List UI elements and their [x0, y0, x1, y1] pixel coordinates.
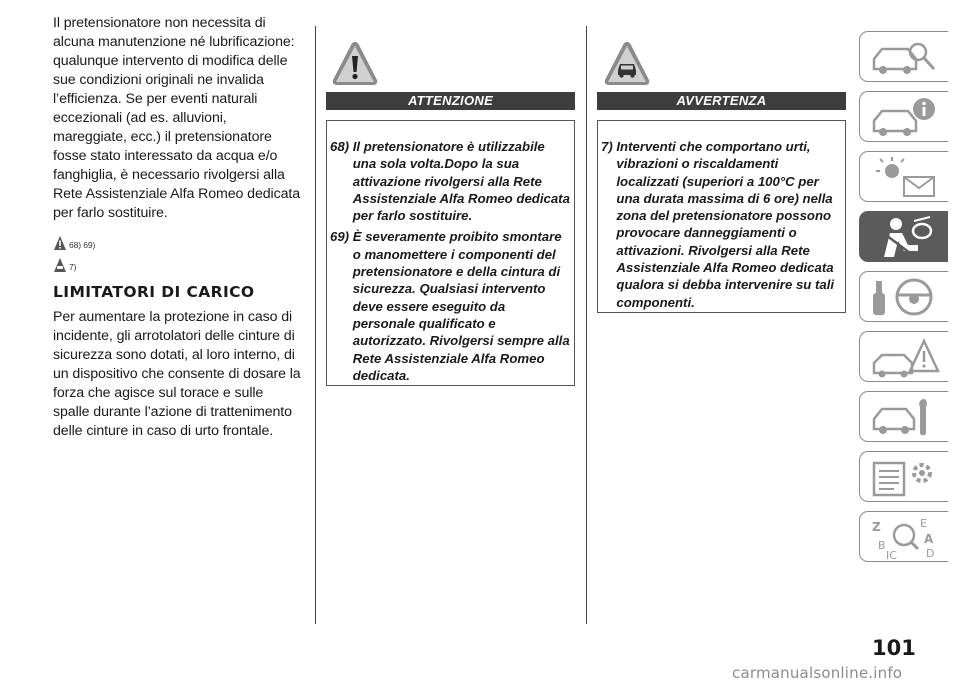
alphabetical-index-icon: [868, 515, 940, 559]
section-heading: LIMITATORI DI CARICO: [53, 283, 255, 301]
warning-triangle-small-icon: [53, 235, 67, 251]
attention-item-number: 68): [330, 139, 353, 154]
key-steering-wheel-icon: [868, 275, 940, 319]
attention-box: [326, 120, 575, 386]
svg-text:IC: IC: [886, 549, 897, 559]
caution-reference-number[interactable]: 7): [69, 262, 77, 272]
caution-box: [597, 120, 846, 313]
tab-warning-lights[interactable]: [859, 151, 948, 202]
car-search-icon: [868, 35, 940, 79]
svg-text:B: B: [878, 539, 886, 552]
seat-belt-airbag-icon: [868, 215, 940, 259]
svg-text:A: A: [924, 532, 934, 546]
load-limiter-paragraph: Per aumentare la protezione in caso di incidente, gli arrotolatori delle cinture di sicurezza sono dotati, al loro interno, di un dispositivo che consente di dosare la forza che agisce sul torace e sulle spalle durante l’azione di trattenimento delle cinture in caso di urto frontale.: [53, 309, 301, 439]
car-wrench-icon: [868, 395, 940, 439]
column-divider: [315, 26, 316, 624]
tab-index[interactable]: [859, 511, 948, 562]
car-info-icon: [868, 95, 940, 139]
svg-text:D: D: [926, 547, 935, 559]
references: [53, 229, 303, 273]
warning-lights-icon: [868, 155, 940, 199]
technical-data-icon: [868, 455, 940, 499]
attention-item: [330, 138, 570, 224]
tab-car-info[interactable]: [859, 91, 948, 142]
tab-safety[interactable]: [859, 211, 948, 262]
left-column: [53, 14, 303, 441]
road-warning-icon: [868, 335, 940, 379]
tab-car-search[interactable]: [859, 31, 948, 82]
tab-technical-data[interactable]: [859, 451, 948, 502]
warning-reference: [53, 229, 303, 251]
caution-title-band: AVVERTENZA: [597, 92, 846, 110]
caution-reference: [53, 251, 303, 273]
attention-title-band: ATTENZIONE: [326, 92, 575, 110]
attention-item: [330, 228, 570, 384]
caution-item-text: Interventi che comportano urti, vibrazioni o riscaldamenti localizzati (superiori a 100°C per una durata massima di 6 ore) nella zona del pretensionatore possono provocare danneggiamenti o attivazioni. Rivolgersi alla Rete Assistenziale Alfa Romeo dedicata qualora si debba intervenire su tali componenti.: [616, 139, 835, 310]
tab-maintenance[interactable]: [859, 391, 948, 442]
warning-reference-numbers[interactable]: 68) 69): [69, 240, 96, 250]
warning-triangle-icon: [331, 40, 379, 86]
caution-car-triangle-icon: [603, 40, 651, 86]
attention-item-text: È severamente proibito smontare o manomettere i componenti del pretensionatore e della cintura di sicurezza. Qualsiasi intervento deve essere eseguito da personale qualificato e autorizzato. Rivolgersi sempre alla Rete Assistenziale Alfa Romeo dedicata.: [352, 229, 570, 383]
caution-item-number: 7): [601, 139, 617, 154]
watermark: carmanualsonline.info: [732, 664, 903, 682]
svg-text:E: E: [920, 517, 927, 530]
caution-car-small-icon: [53, 257, 67, 273]
svg-text:Z: Z: [872, 520, 881, 534]
column-divider: [586, 26, 587, 624]
page-number: 101: [872, 636, 916, 660]
pretensioner-paragraph: Il pretensionatore non necessita di alcuna manutenzione né lubrificazione: qualunque intervento di modifica delle sue condizioni originali ne invalida l’efficienza. Se per eventi naturali eccezionali (ad es. alluvioni, mareggiate, ecc.) il pretensionatore fosse stato interessato da acqua e/o fanghiglia, è necessario rivolgersi alla Rete Assistenziale Alfa Romeo dedicata per farlo sostituire.: [53, 15, 300, 221]
tab-start-drive[interactable]: [859, 271, 948, 322]
tab-emergency[interactable]: [859, 331, 948, 382]
caution-item: [601, 138, 841, 311]
attention-item-text: Il pretensionatore è utilizzabile una sola volta.Dopo la sua attivazione rivolgersi alla Rete Assistenziale Alfa Romeo dedicata per farlo sostituire.: [352, 139, 570, 224]
attention-item-number: 69): [330, 229, 353, 245]
